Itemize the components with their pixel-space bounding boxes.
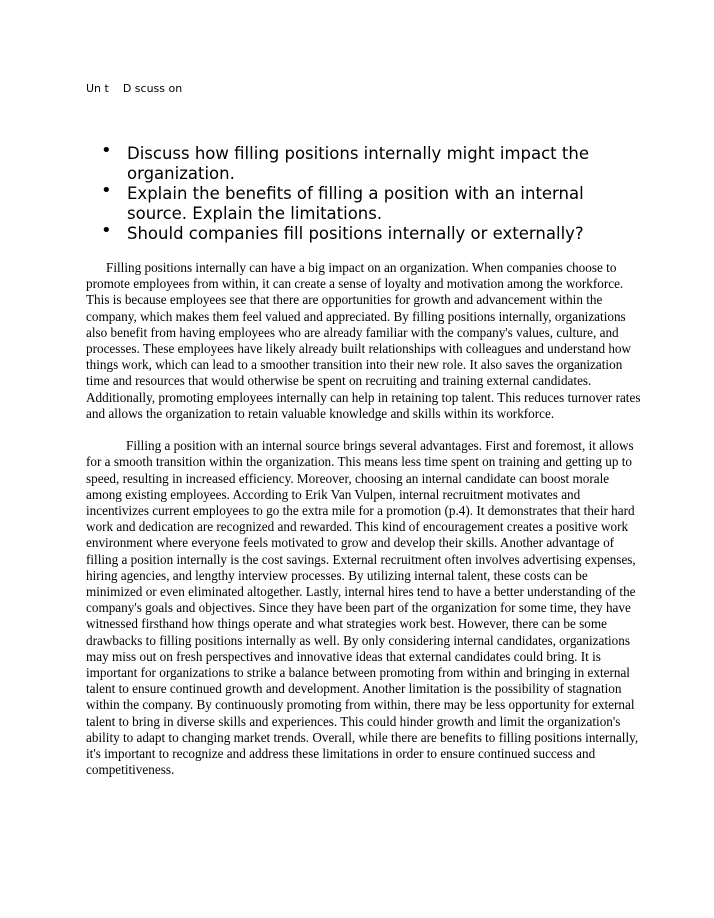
paragraph-impact: Filling positions internally can have a big impact on an organization. When companies choose to promote employees from within, it can create a sense of loyalty and motivation among the workforce. This is because employees see that there are opportunities for growth and advancement within the company, which makes them feel valued and appreciated. By filling positions internally, organizations also benefit from having employees who are already familiar with the company's values, culture, and processes. These employees have likely already built relationships with colleagues and understand how things work, which can lead to a smoother transition into their new role. It also saves the organization time and resources that would otherwise be spent on recruiting and training external candidates. Additionally, promoting employees internally can help in retaining top talent. This reduces turnover rates and allows the organization to retain valuable knowledge and skills within its workforce. (86, 260, 641, 421)
question-text: Explain the benefits of filling a position with an internal source. Explain the limitations. (127, 184, 584, 223)
paragraph-spacer (86, 422, 642, 438)
paragraph-benefits-limitations: Filling a position with an internal source brings several advantages. First and foremost, it allows for a smooth transition within the organization. This means less time spent on training and getting up to speed, resulting in increased efficiency. Moreover, choosing an internal candidate can boost morale among existing employees. According to Erik Van Vulpen, internal recruitment motivates and incentivizes current employees to go the extra mile for a promotion (p.4). It demonstrates that their hard work and dedication are recognized and rewarded. This kind of encouragement creates a positive work environment where everyone feels motivated to grow and develop their skills. Another advantage of filling a position internally is the cost savings. External recruitment often involves advertising expenses, hiring agencies, and lengthy interview processes. By utilizing internal talent, these costs can be minimized or even eliminated altogether. Lastly, internal hires tend to have a better understanding of the company's goals and objectives. Since they have been part of the organization for some time, they have witnessed firsthand how things operate and what strategies work best. However, there can be some drawbacks to filling positions internally as well. By only considering internal candidates, organizations may miss out on fresh perspectives and innovative ideas that external candidates could bring. It is important for organizations to strike a balance between promoting from within and bringing in external talent to ensure continued growth and development. Another limitation is the possibility of stagnation within the company. By continuously promoting from within, there may be less opportunity for external talent to bring in diverse skills and experiences. This could hinder growth and limit the organization's ability to adapt to changing market trends. Overall, while there are benefits to filling positions internally, it's important to recognize and address these limitations in order to ensure continued success and competitiveness. (86, 438, 639, 778)
essay-body (86, 260, 642, 778)
question-item (101, 140, 631, 184)
question-text: Should companies fill positions internally or externally? (127, 224, 584, 243)
discussion-questions (101, 140, 631, 244)
question-text: Discuss how filling positions internally might impact the organization. (127, 144, 589, 183)
bullet-icon: • (101, 140, 112, 161)
bullet-icon: • (101, 220, 112, 241)
document-header: Un t D scuss on (86, 82, 183, 95)
bullet-icon: • (101, 180, 112, 201)
question-item (101, 220, 631, 244)
question-item (101, 180, 631, 224)
